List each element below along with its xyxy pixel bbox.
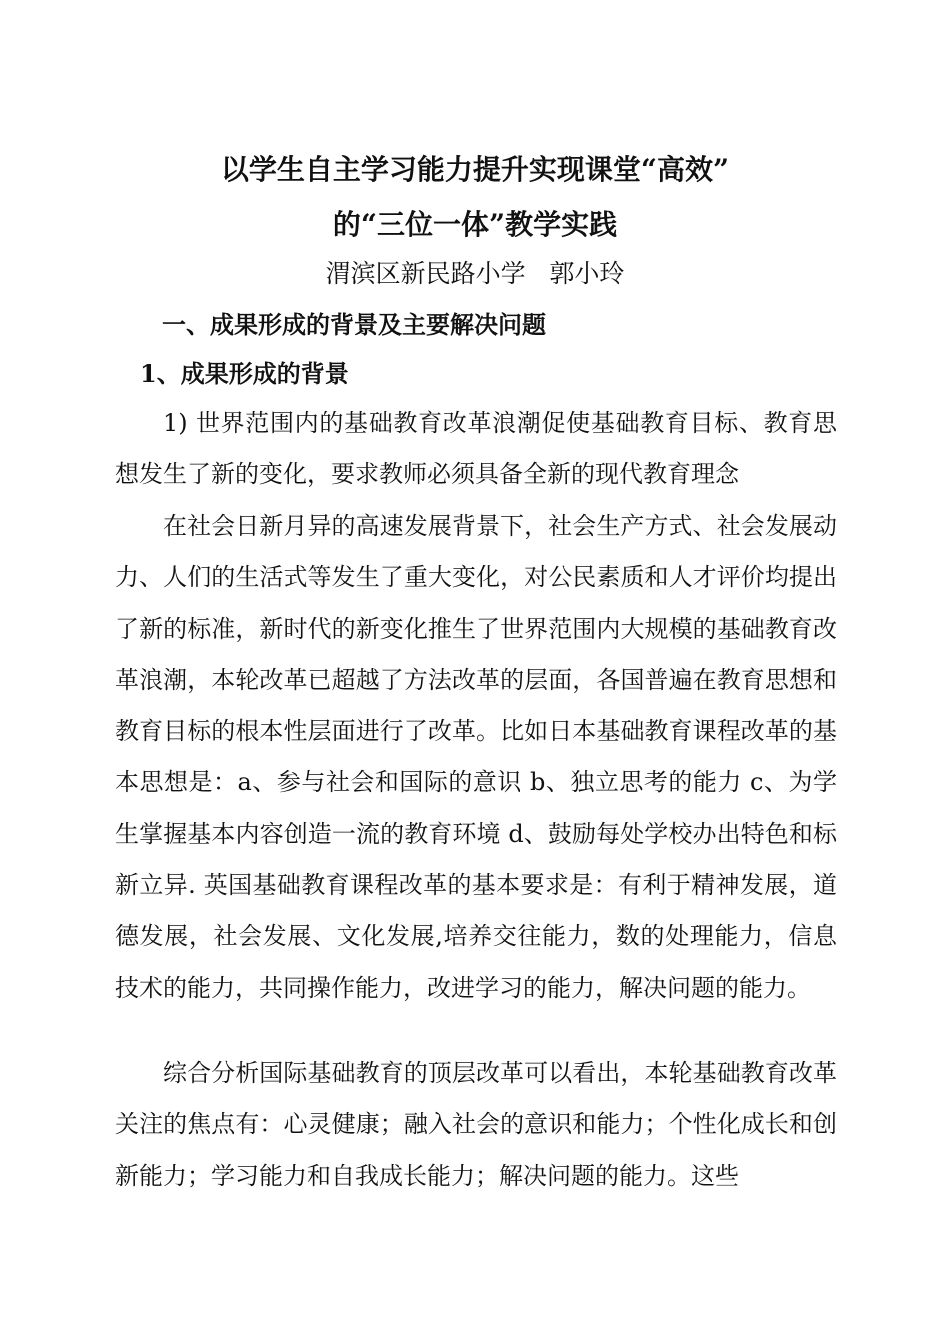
paragraph-2: 在社会日新月异的高速发展背景下，社会生产方式、社会发展动力、人们的生活式等发生了重大变化，对公民素质和人才评价均提出了新的标准，新时代的新变化推生了世界范围内大规模的基础教育改革浪潮，本轮改革已超越了方法改革的层面，各国普遍在教育思想和教育目标的根本性层面进行了改革。比如日本基础教育课程改革的基本思想是：a、参与社会和国际的意识 b、独立思考的能力 c、为学生掌握基本内容创造一流的教育环境 d、鼓励每处学校办出特色和标新立异. 英国基础教育课程改革的基本要求是：有利于精神发展，道德发展，社会发展、文化发展,培养交往能力，数的处理能力，信息技术的能力，共同操作能力，改进学习的能力，解决问题的能力。	[115, 512, 837, 1002]
section-heading: 一、成果形成的背景及主要解决问题	[162, 310, 546, 339]
document-title-line-2: 的“三位一体”教学实践	[332, 208, 618, 241]
paragraph-1: 1) 世界范围内的基础教育改革浪潮促使基础教育目标、教育思想发生了新的变化，要求教师必须具备全新的现代教育理念	[115, 409, 837, 489]
subsection-heading: 1、成果形成的背景	[140, 359, 349, 388]
author-line: 渭滨区新民路小学 郭小玲	[325, 259, 625, 288]
document-title-line-1: 以学生自主学习能力提升实现课堂“高效”	[220, 153, 730, 186]
paragraph-3: 综合分析国际基础教育的顶层改革可以看出，本轮基础教育改革关注的焦点有：心灵健康；融入社会的意识和能力；个性化成长和创新能力；学习能力和自我成长能力；解决问题的能力。这些	[115, 1059, 837, 1190]
